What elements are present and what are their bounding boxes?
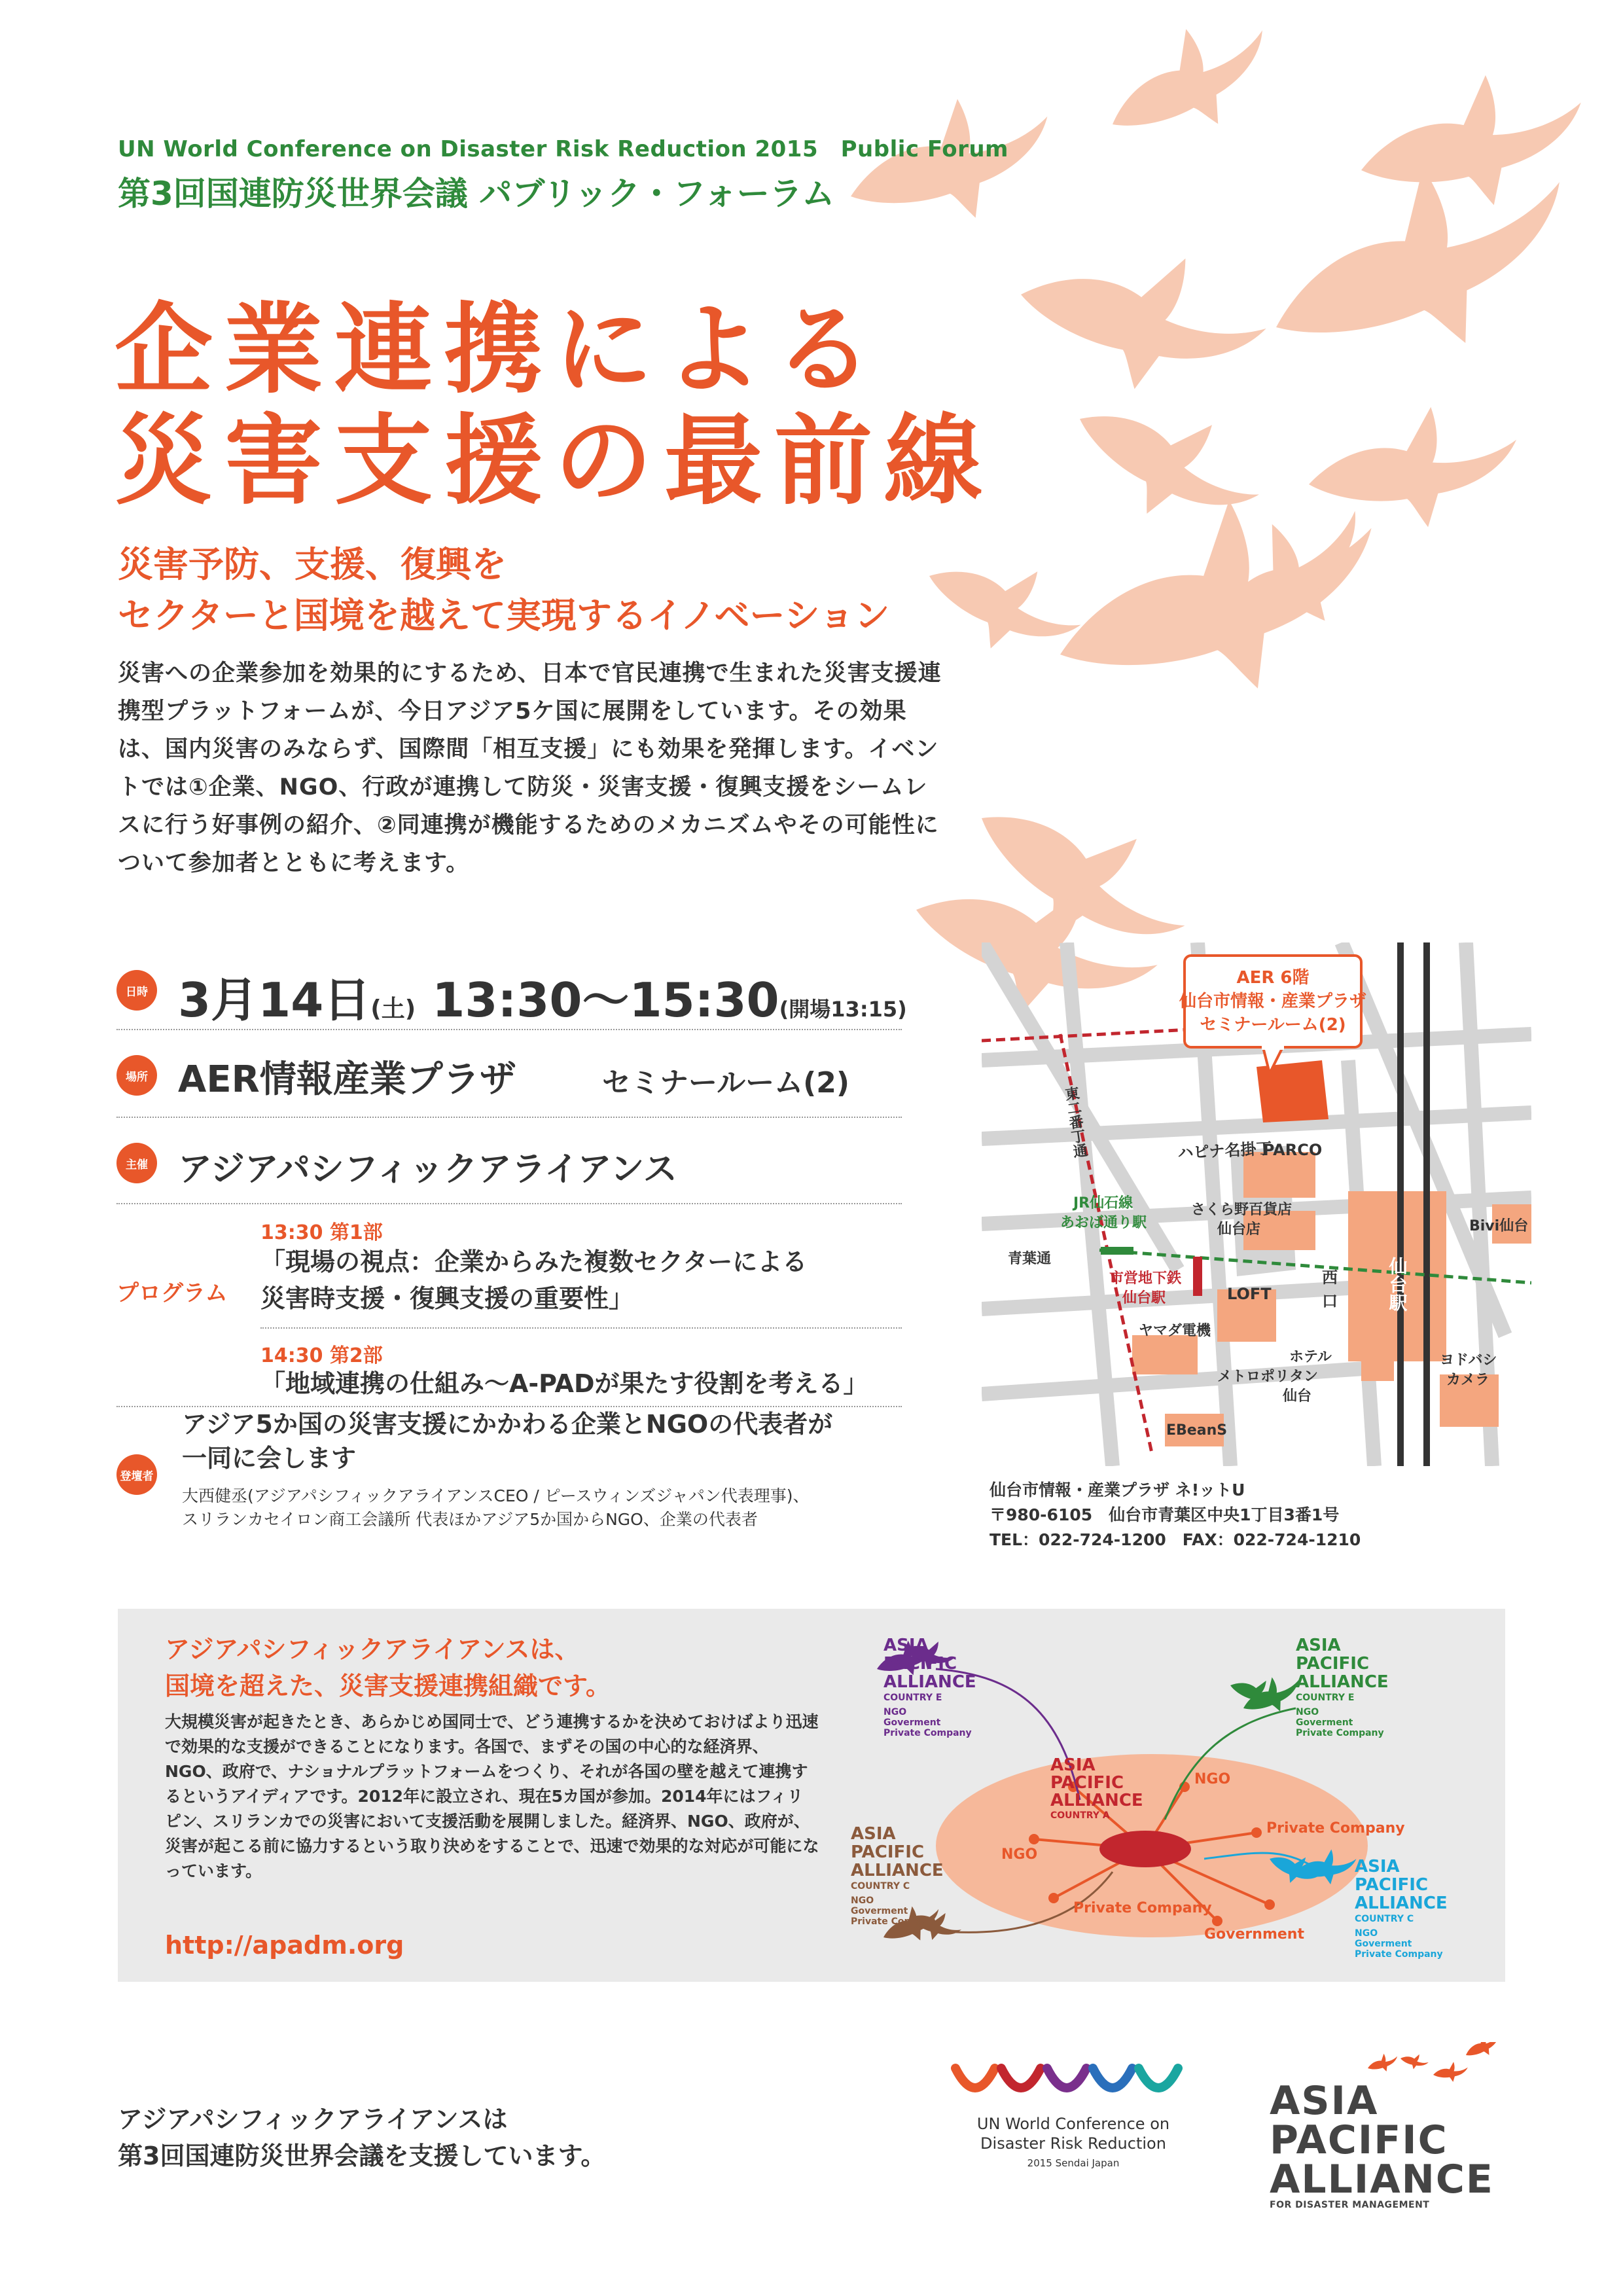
map-callout-line1: AER 6階 (1236, 968, 1310, 988)
map-label-bivi: Bivi仙台 (1469, 1218, 1529, 1234)
diagram-e2-gov: Goverment (1296, 1717, 1353, 1728)
conference-title-ja: 第3回国連防災世界会議 パブリック・フォーラム (118, 175, 835, 213)
diagram-node-private-1: Private Company (1266, 1820, 1405, 1837)
diagram-c-ngo: NGO (851, 1895, 874, 1906)
diagram-node-government: Government (1204, 1926, 1304, 1943)
date-badge: 日時 (116, 970, 157, 1011)
divider (116, 1029, 902, 1030)
alliance-diagram (838, 1623, 1492, 1977)
map-label-hotel-3: 仙台 (1283, 1388, 1312, 1405)
venue-map (982, 942, 1531, 1466)
map-label-jr-1: JR仙石線 (1073, 1195, 1133, 1211)
speakers-detail: 大西健丞(アジアパシフィックアライアンスCEO / ピースウィンズジャパン代表理事)、 スリランカセイロン商工会議所 代表ほかアジア5か国からNGO、企業の代表者 (182, 1486, 810, 1529)
map-label-hotel-2: メトロポリタン (1217, 1369, 1319, 1385)
un-wcdrr-logo-text: UN World Conference on Disaster Risk Reduction 2015 Sendai Japan (976, 2115, 1170, 2169)
diagram-c2-alliance: ALLIANCE (1355, 1893, 1448, 1913)
apa-description: 大規模災害が起きたとき、あらかじめ国同士で、どう連携するかを決めておけばより迅速で効果的な支援ができることになります。各国で、まずその国の中心的な経済界、NGO、政府で、ナショナルプラットフォームをつくり、それが各国の壁を越えて連携するというアイディアです。2012年に設立され、現在5カ国が参加。2014年にはフィリピン、スリランカでの災害において支援活動を展開しました。経済界、NGO、政府が、災害が起こる前に協力するという取り決めをすることで、迅速で効果的な対応が可能になっています。 (165, 1712, 819, 1880)
map-label-subway-1: 市営地下鉄 (1109, 1270, 1182, 1287)
un-wcdrr-logo (949, 2062, 1198, 2114)
map-label-nishi-1: 西 (1322, 1268, 1338, 1287)
conference-title-en: UN World Conference on Disaster Risk Reduction 2015 Public Forum (118, 136, 1008, 162)
diagram-c-asia: ASIA (851, 1824, 896, 1844)
venue-address: 仙台市情報・産業プラザ ネ!ットU 〒980-6105 仙台市青葉区中央1丁目3番1号 TEL：022-724-1200 FAX：022-724-1210 (990, 1480, 1361, 1549)
divider (116, 1203, 902, 1204)
event-date: 3月14日(土) 13:30〜15:30(開場13:15) (178, 973, 907, 1028)
subtitle-line1: 災害予防、支援、復興を (118, 544, 507, 585)
subtitle-line2: セクターと国境を越えて実現するイノベーション (118, 595, 890, 636)
diagram-a-alliance: ALLIANCE (1050, 1791, 1143, 1810)
diagram-e2-alliance: ALLIANCE (1296, 1672, 1389, 1692)
diagram-a-pacific: PACIFIC (1050, 1773, 1124, 1793)
diagram-e2-asia: ASIA (1296, 1636, 1341, 1655)
map-label-jr-2: あおば通り駅 (1060, 1215, 1147, 1231)
part2-title: 「地域連携の仕組み〜A-PADが果たす役割を考える」 (260, 1369, 868, 1398)
diagram-e2-pacific: PACIFIC (1296, 1654, 1370, 1674)
apa-heading: アジアパシフィックアライアンスは、 国境を超えた、災害支援連携組織です。 (165, 1635, 611, 1700)
map-label-loft: LOFT (1227, 1285, 1272, 1303)
diagram-e2-country: COUNTRY E (1296, 1693, 1355, 1703)
part2-time: 14:30 第2部 (260, 1344, 383, 1367)
map-label-ebeans: EBeanS (1166, 1422, 1228, 1439)
venue-name: AER情報産業プラザ (178, 1058, 516, 1101)
diagram-e-gov: Goverment (883, 1717, 941, 1728)
apam-logo-text: ASIA PACIFIC ALLIANCE FOR DISASTER MANAGEMENT (1270, 2078, 1494, 2210)
map-callout-line2: 仙台市情報・産業プラザ (1179, 992, 1367, 1011)
host-name: アジアパシフィックアライアンス (178, 1150, 677, 1189)
main-title-line2: 災害支援の最前線 (115, 404, 995, 518)
map-label-yodobashi-2: カメラ (1446, 1372, 1490, 1388)
diagram-c-gov: Goverment (851, 1906, 908, 1916)
part1-time: 13:30 第1部 (260, 1221, 383, 1244)
diagram-c-country: COUNTRY C (851, 1881, 910, 1892)
map-label-hotel-1: ホテル (1289, 1349, 1332, 1365)
diagram-e2-private: Private Company (1296, 1728, 1384, 1738)
diagram-e2-ngo: NGO (1296, 1707, 1319, 1717)
map-label-sendai-station: 仙台駅 (1386, 1257, 1408, 1312)
map-label-aoba: 青葉通 (1008, 1251, 1052, 1267)
diagram-node-ngo-1: NGO (1194, 1771, 1231, 1787)
diagram-c2-gov: Goverment (1355, 1939, 1412, 1949)
map-label-yamada: ヤマダ電機 (1139, 1323, 1211, 1339)
intro-paragraph: 災害への企業参加を効果的にするため、日本で官民連携で生まれた災害支援連携型プラットフォームが、今日アジア5ケ国に展開をしています。その効果は、国内災害のみならず、国際間「相互支援」にも効果を発揮します。イベントでは①企業、NGO、行政が連携して防災・災害支援・復興支援をシームレスに行う好事例の紹介、②同連携が機能するためのメカニズムやその可能性について参加者とともに考えます。 (118, 660, 942, 876)
map-label-sakura-2: 仙台店 (1217, 1221, 1261, 1238)
diagram-c2-ngo: NGO (1355, 1928, 1378, 1939)
part1-title-line2: 災害時支援・復興支援の重要性」 (260, 1284, 634, 1313)
place-badge: 場所 (116, 1055, 157, 1096)
map-label-street: 東二番丁通 (1061, 1085, 1088, 1159)
speakers-lead: アジア5か国の災害支援にかかわる企業とNGOの代表者が 一同に会します (182, 1410, 833, 1473)
venue-room: セミナールーム(2) (602, 1066, 849, 1100)
map-label-yodobashi-1: ヨドバシ (1440, 1352, 1497, 1369)
diagram-e-ngo: NGO (883, 1707, 907, 1717)
map-label-sakura-1: さくら野百貨店 (1191, 1202, 1293, 1218)
map-label-nishi-2: 口 (1322, 1292, 1338, 1310)
diagram-c-pacific: PACIFIC (851, 1842, 925, 1862)
apa-website-link[interactable]: http://apadm.org (165, 1931, 404, 1960)
diagram-e-country: COUNTRY E (883, 1693, 942, 1703)
host-badge: 主催 (116, 1143, 157, 1183)
program-label: プログラム (116, 1280, 228, 1306)
speakers-badge: 登壇者 (116, 1454, 157, 1495)
map-label-hapina: ハピナ名掛丁 (1177, 1139, 1273, 1162)
diagram-c-alliance: ALLIANCE (851, 1861, 944, 1880)
diagram-c2-country: COUNTRY C (1355, 1914, 1414, 1924)
diagram-node-private-2: Private Company (1073, 1900, 1212, 1916)
main-title-line1: 企業連携による (115, 293, 885, 407)
diagram-a-country: COUNTRY A (1050, 1810, 1110, 1821)
map-label-subway-2: 仙台駅 (1122, 1290, 1166, 1306)
diagram-a-asia: ASIA (1050, 1755, 1096, 1775)
diagram-e-private: Private Company (883, 1728, 972, 1738)
divider (260, 1327, 902, 1329)
map-label-parco: PARCO (1262, 1141, 1323, 1159)
map-callout-line3: セミナールーム(2) (1200, 1015, 1346, 1035)
divider (116, 1117, 902, 1118)
diagram-c-private: Private Company (851, 1916, 939, 1927)
diagram-node-ngo-2: NGO (1001, 1846, 1038, 1863)
part1-title-line1: 「現場の視点：企業からみた複数セクターによる (260, 1247, 808, 1276)
diagram-c2-pacific: PACIFIC (1355, 1875, 1429, 1895)
support-statement: アジアパシフィックアライアンスは 第3回国連防災世界会議を支援しています。 (118, 2105, 606, 2170)
diagram-c2-asia: ASIA (1355, 1857, 1400, 1876)
diagram-c2-private: Private Company (1355, 1949, 1443, 1960)
diagram-e-asia: ASIA (883, 1636, 929, 1655)
diagram-e-alliance: ALLIANCE (883, 1672, 976, 1692)
diagram-e-pacific: PACIFIC (883, 1654, 957, 1674)
